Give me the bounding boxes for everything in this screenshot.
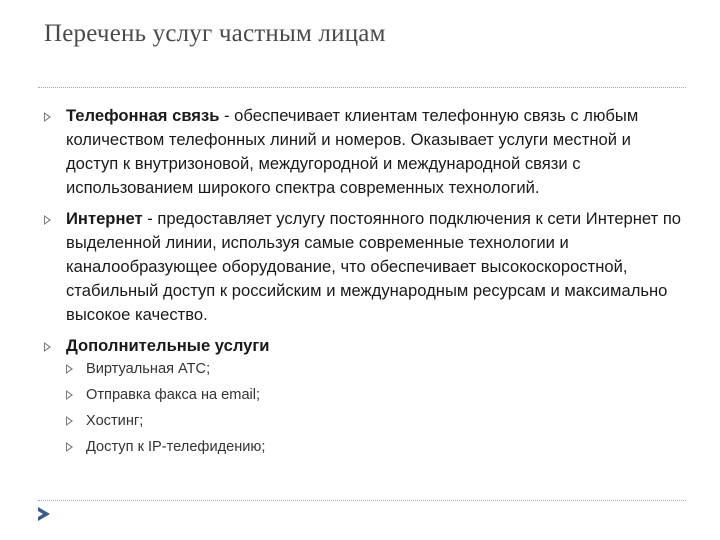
bullet-arrow-icon xyxy=(66,416,73,426)
bullet-term: Интернет xyxy=(66,209,143,228)
sub-list-item xyxy=(66,408,666,434)
list-item-telephony xyxy=(44,104,684,200)
title-divider xyxy=(38,87,686,88)
sub-item-text: Хостинг; xyxy=(86,413,144,429)
sub-item-text: Виртуальная АТС; xyxy=(86,361,211,377)
bullet-arrow-icon xyxy=(66,390,73,400)
bullet-term: Дополнительные услуги xyxy=(66,336,270,355)
sub-list-item xyxy=(66,382,666,408)
bullet-arrow-icon xyxy=(66,364,73,374)
bullet-arrow-icon xyxy=(44,112,51,122)
page-title: Перечень услуг частным лицам xyxy=(44,20,386,47)
bullet-arrow-icon xyxy=(66,442,73,452)
additional-services-list xyxy=(66,356,666,460)
sub-list-item xyxy=(66,434,666,460)
slide-nav-arrow-icon[interactable] xyxy=(36,506,52,522)
bullet-term: Телефонная связь xyxy=(66,106,220,125)
list-item-additional xyxy=(44,334,684,358)
sub-item-text: Доступ к IP-телефидению; xyxy=(86,439,266,455)
footer-divider xyxy=(38,500,686,501)
bullet-text: - предоставляет услугу постоянного подключения к сети Интернет по выделенной линии, используя самые современные технологии и каналообразующее оборудование, что обеспечивает высокоскоростной, стабильный доступ к российским и международным ресурсам и максимально высокое качество. xyxy=(66,209,682,324)
sub-list-item xyxy=(66,356,666,382)
bullet-text: - обеспечивает клиентам телефонную связь с любым количеством телефонных линий и номеров. Оказывает услуги местной и доступ к внутризоновой, междугородной и международной связи с использованием широкого спектра современных технологий. xyxy=(66,106,639,197)
service-list xyxy=(44,104,684,365)
bullet-arrow-icon xyxy=(44,215,51,225)
list-item-internet xyxy=(44,207,684,327)
sub-item-text: Отправка факса на email; xyxy=(86,387,261,403)
bullet-arrow-icon xyxy=(44,342,51,352)
